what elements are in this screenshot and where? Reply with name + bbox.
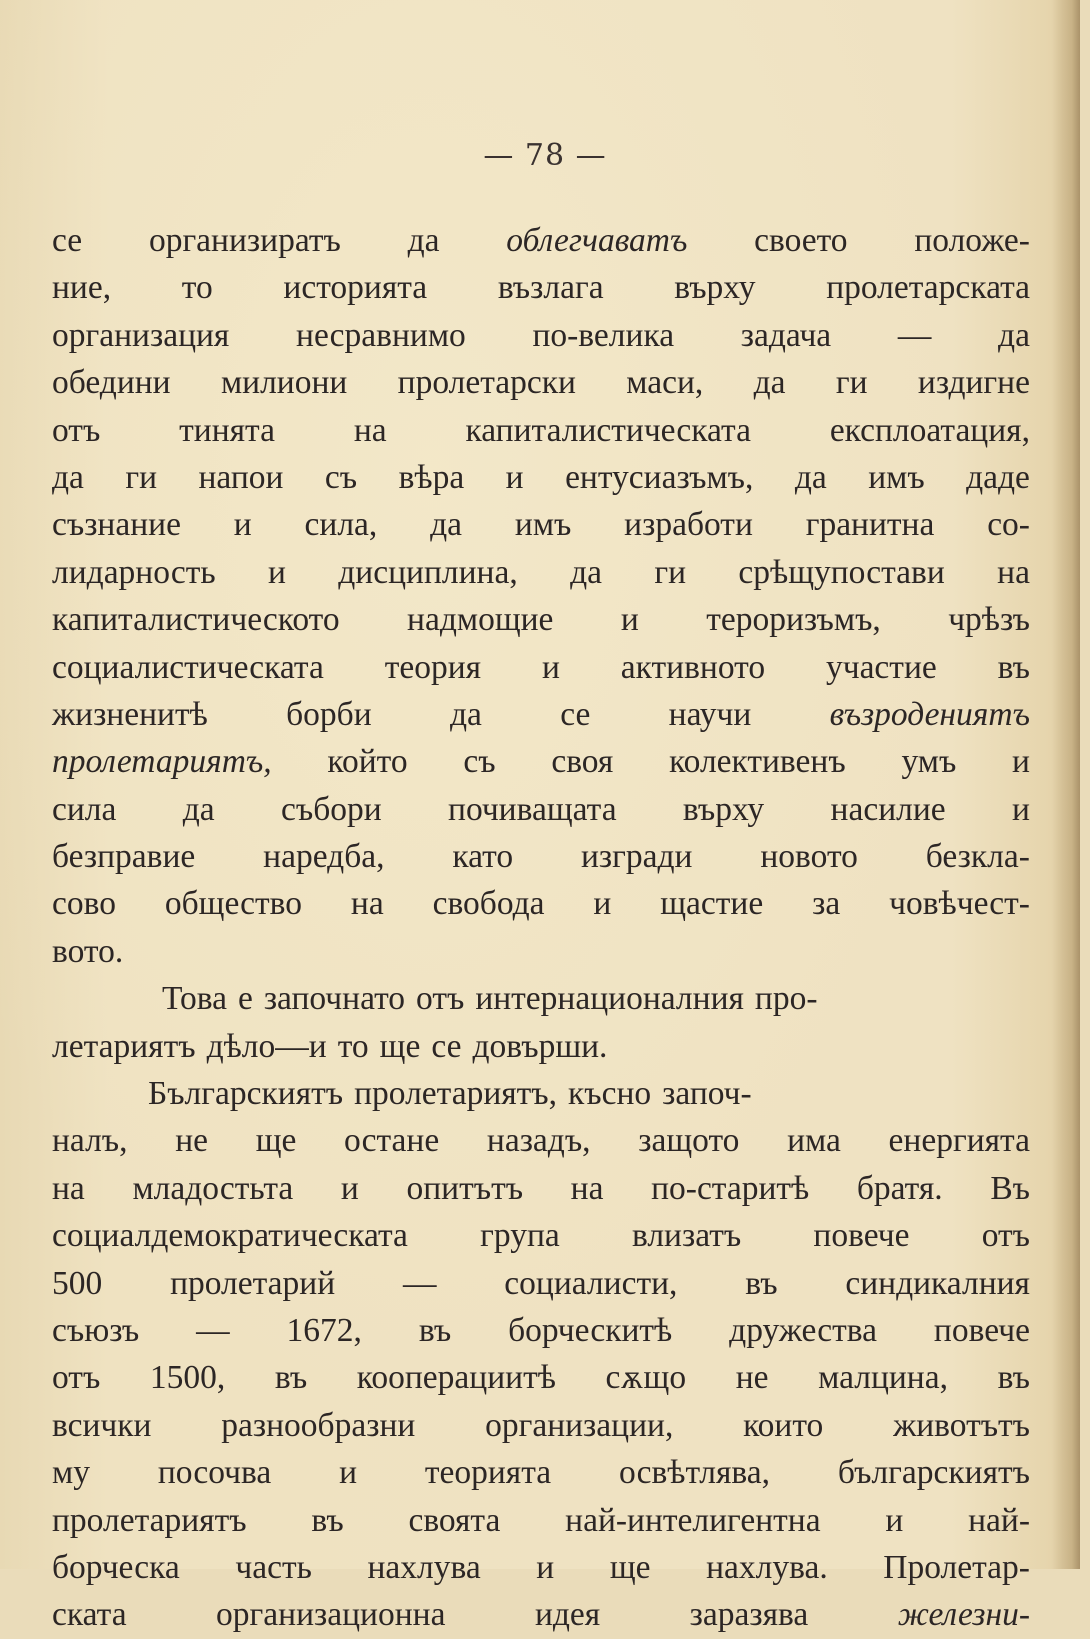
word: влизатъ <box>631 1217 742 1255</box>
word: вото. <box>52 932 124 970</box>
word: и <box>620 601 639 639</box>
emphasized-word: пролетариятъ, <box>52 743 272 781</box>
word: ще <box>609 1548 651 1586</box>
word: пролетариятъ, <box>354 1075 558 1113</box>
word: разнообразни <box>221 1406 416 1444</box>
word: освѣтлява, <box>619 1454 771 1492</box>
word: като <box>452 838 514 876</box>
word: сѫщо <box>605 1359 687 1397</box>
word: 500 <box>52 1264 103 1302</box>
word: назадъ, <box>486 1122 591 1160</box>
word: група <box>480 1217 560 1255</box>
word: гранитна <box>805 506 935 544</box>
word: въ <box>997 1359 1030 1397</box>
word: изработи <box>624 506 753 544</box>
word: малцина, <box>818 1359 948 1397</box>
word: ще <box>255 1122 297 1160</box>
word: общество <box>164 885 302 923</box>
word: ги <box>835 364 868 402</box>
word: експлоатация, <box>829 411 1030 449</box>
word: 1672, <box>286 1311 362 1349</box>
word: да <box>182 790 215 828</box>
text-line <box>52 691 1030 738</box>
word: организиратъ <box>148 222 341 259</box>
word: въ <box>745 1264 778 1302</box>
page-number: — 78 — <box>483 138 607 173</box>
word: своята <box>408 1501 501 1539</box>
emphasized-word: възродениятъ <box>829 695 1030 733</box>
word: свобода <box>432 885 545 923</box>
word: социалдемократическата <box>52 1217 408 1255</box>
word: почиващата <box>448 790 617 828</box>
text-line <box>52 217 1030 264</box>
word: заразява <box>689 1596 809 1634</box>
word: организация <box>52 316 230 354</box>
emphasized-word: облегчаватъ <box>506 222 688 259</box>
word: безкла- <box>925 838 1030 876</box>
word: Това <box>162 980 227 1018</box>
word: да <box>430 506 463 544</box>
word: задача <box>740 316 832 354</box>
word: борби <box>286 695 372 733</box>
word: да <box>52 458 84 496</box>
word: социалистическата <box>52 648 324 686</box>
word: колективенъ <box>669 743 846 781</box>
word: налъ, <box>52 1122 128 1160</box>
word: научи <box>668 695 752 733</box>
word: и <box>505 458 524 496</box>
word: и <box>885 1501 904 1539</box>
text-line <box>52 1117 1030 1164</box>
word: идея <box>534 1596 601 1634</box>
text-line <box>52 1307 1030 1354</box>
word: кооперациитѣ <box>356 1359 556 1397</box>
word: то <box>337 1027 369 1065</box>
word: на <box>997 553 1030 591</box>
page-edge-shadow <box>1052 0 1080 1569</box>
text-line <box>52 1497 1030 1544</box>
word: по-велика <box>532 316 675 354</box>
word: да <box>449 695 482 733</box>
word: опитътъ <box>406 1169 524 1207</box>
word: ги <box>125 458 158 496</box>
word: активното <box>620 648 766 686</box>
word: со- <box>987 506 1030 544</box>
word: своето <box>754 222 848 259</box>
body-text <box>52 217 1030 1639</box>
text-line <box>52 264 1030 311</box>
word: пролетарски <box>397 364 576 402</box>
word: милиони <box>220 364 348 402</box>
word: младостьта <box>132 1169 294 1207</box>
text-line <box>52 1544 1030 1591</box>
word: капиталистическото <box>52 601 340 639</box>
word: най-интелигентна <box>565 1501 821 1539</box>
word: щастие <box>660 885 764 923</box>
text-line <box>52 1354 1030 1401</box>
word: на <box>350 885 384 923</box>
word: наредба, <box>263 838 385 876</box>
word: — <box>196 1311 230 1349</box>
word: маси, <box>626 364 704 402</box>
word: историята <box>283 269 428 307</box>
word: нахлува <box>367 1548 481 1586</box>
word: не <box>175 1122 208 1160</box>
word: въ <box>311 1501 344 1539</box>
word: довърши. <box>472 1027 608 1065</box>
word: върху <box>674 269 756 307</box>
word: социалисти, <box>504 1264 678 1302</box>
word: борческитѣ <box>508 1311 673 1349</box>
word: пролетарската <box>826 269 1030 307</box>
word: безправие <box>52 838 196 876</box>
text-line <box>52 1165 1030 1212</box>
word: пролетариятъ <box>52 1501 247 1539</box>
word: положе- <box>914 222 1030 259</box>
word: несравнимо <box>296 316 466 354</box>
word: и <box>233 506 252 544</box>
emphasized-word: железни- <box>897 1596 1030 1634</box>
word: който <box>327 743 408 781</box>
word: се <box>560 695 591 733</box>
word: има <box>787 1122 841 1160</box>
word: е <box>237 980 253 1018</box>
word: сово <box>52 885 116 923</box>
word: всички <box>52 1406 152 1444</box>
word: въ <box>418 1311 452 1349</box>
word: теория <box>384 648 482 686</box>
word: умъ <box>901 743 957 781</box>
word: съзнание <box>52 506 181 544</box>
word: и <box>339 1454 357 1492</box>
word: организационна <box>216 1596 446 1634</box>
word: късно <box>568 1075 652 1113</box>
word: организации, <box>485 1406 674 1444</box>
text-line <box>52 549 1030 596</box>
word: то <box>181 269 213 307</box>
word: синдикалния <box>845 1264 1030 1302</box>
word: въ <box>274 1359 308 1397</box>
word: жизненитѣ <box>52 695 208 733</box>
word: борческа <box>52 1548 180 1586</box>
text-line <box>52 454 1030 501</box>
word: започ- <box>662 1075 752 1113</box>
word: българскиятъ <box>837 1454 1030 1492</box>
word: отъ <box>52 1359 101 1397</box>
word: не <box>735 1359 769 1397</box>
word: пролетарий <box>170 1264 336 1302</box>
word: теорията <box>424 1454 552 1492</box>
word: лидарность <box>52 553 216 591</box>
text-line <box>52 407 1030 454</box>
word: да <box>794 458 827 496</box>
text-line <box>52 928 1030 975</box>
word: тероризъмъ, <box>706 601 881 639</box>
word: събори <box>281 790 382 828</box>
word: отъ <box>981 1217 1030 1255</box>
text-line <box>52 501 1030 548</box>
word: 1500, <box>149 1359 226 1397</box>
word: и <box>536 1548 555 1586</box>
word: ги <box>654 553 687 591</box>
word: да <box>998 316 1030 354</box>
word: капиталистическата <box>465 411 751 449</box>
word: Пролетар- <box>883 1548 1030 1586</box>
text-line <box>52 786 1030 833</box>
word: за <box>812 885 841 923</box>
word: възлага <box>497 269 604 307</box>
word: ще <box>379 1027 421 1065</box>
word: насилие <box>830 790 946 828</box>
word: му <box>52 1454 90 1492</box>
word: съ <box>324 458 358 496</box>
word: повече <box>813 1217 910 1255</box>
word: сила <box>52 790 117 828</box>
word: по-старитѣ <box>651 1169 810 1207</box>
word: съюзъ <box>52 1311 140 1349</box>
word: про- <box>754 980 818 1018</box>
word: вѣра <box>398 458 465 496</box>
word: и <box>541 648 560 686</box>
text-line <box>52 312 1030 359</box>
word: участие <box>825 648 937 686</box>
word: напои <box>198 458 284 496</box>
word: — <box>897 316 932 354</box>
word: на <box>52 1169 85 1207</box>
word: летариятъ <box>52 1027 196 1065</box>
word: Въ <box>990 1169 1030 1207</box>
word: сила, <box>304 506 378 544</box>
word: се <box>52 222 83 259</box>
word: посочва <box>157 1454 272 1492</box>
word: на <box>570 1169 604 1207</box>
text-line <box>52 975 1030 1022</box>
word: издигне <box>917 364 1030 402</box>
text-line <box>52 833 1030 880</box>
word: даде <box>966 458 1030 496</box>
word: дружества <box>729 1311 877 1349</box>
word: братя. <box>856 1169 943 1207</box>
word: надмощие <box>407 601 554 639</box>
word: отъ <box>52 411 101 449</box>
text-line <box>52 1260 1030 1307</box>
word: чрѣзъ <box>948 601 1030 639</box>
word: съ <box>463 743 496 781</box>
word: енергията <box>888 1122 1030 1160</box>
text-line <box>52 1070 1030 1117</box>
text-line <box>52 880 1030 927</box>
word: — <box>402 1264 437 1302</box>
text-line <box>52 1212 1030 1259</box>
text-line <box>52 1591 1030 1638</box>
word: на <box>353 411 387 449</box>
word: и <box>1012 743 1030 781</box>
text-line <box>52 1402 1030 1449</box>
word: започнато <box>263 980 406 1018</box>
word: човѣчест- <box>889 885 1030 923</box>
word: новото <box>760 838 858 876</box>
word: върху <box>682 790 765 828</box>
word: да <box>570 553 602 591</box>
word: интернационалния <box>475 980 744 1018</box>
word: тинята <box>179 411 275 449</box>
word: дисциплина, <box>338 553 518 591</box>
word: които <box>743 1406 824 1444</box>
text-line <box>52 644 1030 691</box>
word: най- <box>968 1501 1030 1539</box>
word: ние, <box>52 269 112 307</box>
word: Българскиятъ <box>148 1075 344 1113</box>
word: изгради <box>580 838 693 876</box>
word: да <box>753 364 786 402</box>
word: обедини <box>52 364 171 402</box>
word: защото <box>638 1122 740 1160</box>
word: срѣщупостави <box>738 553 945 591</box>
word: и <box>1011 790 1030 828</box>
text-line <box>52 1023 1030 1070</box>
text-line <box>52 738 1030 785</box>
word: животътъ <box>893 1406 1030 1444</box>
word: и <box>267 553 286 591</box>
text-line <box>52 359 1030 406</box>
word: отъ <box>416 980 465 1018</box>
word: ската <box>52 1596 127 1634</box>
word: имъ <box>514 506 572 544</box>
word: имъ <box>868 458 925 496</box>
word: дѣло—и <box>206 1027 327 1065</box>
word: нахлува. <box>706 1548 828 1586</box>
word: ентусиазъмъ, <box>565 458 754 496</box>
word: да <box>407 222 440 259</box>
word: повече <box>933 1311 1030 1349</box>
word: своя <box>551 743 614 781</box>
word: остане <box>344 1122 440 1160</box>
word: и <box>593 885 612 923</box>
word: часть <box>235 1548 312 1586</box>
text-line <box>52 596 1030 643</box>
word: и <box>340 1169 359 1207</box>
word: въ <box>997 648 1030 686</box>
text-line <box>52 1449 1030 1496</box>
word: се <box>431 1027 462 1065</box>
